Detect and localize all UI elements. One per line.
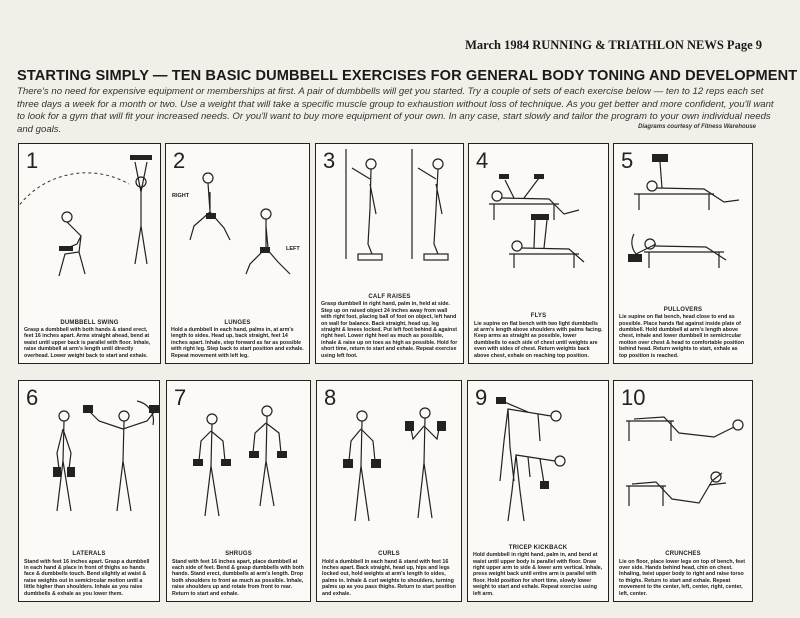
exercise-instructions: Grasp a dumbbell with both hands & stand erect, feet 16 inches apart. Arms straight ahead, bend at waist until upper back is parallel with floor. Inhale, raise dumbbell at arm's length until directly overhead. Lower weight back to start and exhale. [24,326,151,359]
exercise-panel-10 [613,380,753,602]
calf-raises-illustration [316,144,463,274]
exercise-number: 9 [475,385,488,410]
diagram-credit: Diagrams courtesy of Fitness Warehouse [638,124,756,130]
exercise-panel-6 [18,380,160,602]
exercise-number: 4 [476,148,489,173]
dumbbell-swing-illustration [19,144,160,304]
exercise-title: LUNGES [224,319,251,326]
curls-illustration [317,381,461,546]
exercise-number: 10 [621,385,646,410]
exercise-panel-7 [166,380,311,602]
exercise-instructions: Lie on floor, place lower legs on top of bench, feet over side. Hands behind head, chin on chest. Inhaling, twist upper body to right and raise torso to thighs. Return to start and exhale. Repeat movement to the center, left, center, right, center, left, center. [619,558,745,597]
exercise-instructions: Stand with feet 16 inches apart. Grasp a dumbbell in each hand & place in front of thighs so hands face & dumbbells touch. Bend slightly at waist & raise weights out in semicircular motion until a little higher than shoulders. Inhale as you raise dumbbells & exhale as you lower them. [24,558,150,597]
exercise-instructions: Lie supine on flat bench with two light dumbbells at arm's length above shoulders with palms facing. Keep arms as straight as possible, lower dumbbells to each side of chest until weights are even with sides of chest. Return weights back above chest, exhale on reaching top position. [474,320,603,359]
exercise-panel-2 [165,143,310,364]
exercise-title: DUMBBELL SWING [60,319,119,326]
exercise-instructions: Stand with feet 16 inches apart, place dumbbell at each side of feet. Bend & grasp dumbbells with both hands. Stand erect, dumbbells at arm's length. Drop both shoulders to front as much as possible. Inhale, raise shoulders up and rotate from front to rear. Return to start and exhale. [172,558,304,597]
headline: STARTING SIMPLY — TEN BASIC DUMBBELL EXERCISES FOR GENERAL BODY TONING AND DEVELOPMENT [17,68,798,84]
left-label: LEFT [286,246,300,252]
exercise-instructions: Grasp dumbbell in right hand, palm in, held at side. Step up on raised object 24 inches away from wall with right foot, placing ball of foot on object, left hand on wall for balance. Back straight, head up, leg straight & knees locked. Put left foot behind & against right heel. Lower right heel as much as possible, inhale & raise up on toes as high as possible. Hold for short time, return to start and exhale. Repeat exercise using left foot. [321,301,458,359]
lunges-illustration [166,144,309,284]
exercise-number: 1 [26,148,39,173]
pullovers-illustration [614,144,752,279]
shrugs-illustration [167,381,310,546]
exercise-instructions: Hold a dumbbell in each hand & stand with feet 16 inches apart. Back straight, head up, hips and legs locked out, hold weights at arm's length to sides, palms in. Inhale & curl weights to shoulders, turning palms up as you pass thighs. Return to start position and exhale. [322,558,456,597]
exercise-title: SHRUGS [225,551,252,558]
exercise-panel-3 [315,143,464,364]
flys-illustration [469,144,608,274]
exercise-panel-1 [18,143,161,364]
exercise-number: 7 [174,385,187,410]
intro-paragraph: There's no need for expensive equipment or memberships at first. A pair of dumbbells will get you started. Try a couple of sets of each exercise below — ten to 12 reps each set three days a week for a month or two. Use a weight that will take a specific muscle group to exhaustion without loss of technique. As you get better and more confident, you'll want to look for a gym that will fit your increased needs. Or you'll want to buy more equipment of your own. In any case, start slowly and tailor the program to your own individual needs and goals. [17,86,774,135]
exercise-title: FLYS [530,313,547,320]
exercise-instructions: Lie supine on flat bench, head close to end as possible. Place hands flat against inside plate of dumbbell. Hold dumbbell at arm's length above chest, inhale and lower dumbbell in semicircular motion over chest & head to comfortable position behind head. Return weights to start, exhale as top position is reached. [619,314,745,359]
right-label: RIGHT [172,193,190,199]
laterals-illustration [19,381,159,546]
exercise-title: TRICEP KICKBACK [508,544,568,551]
exercise-instructions: Hold dumbbell in right hand, palm in, and bend at waist until upper body is parallel with floor. Draw right upper arm to side & lower arm vertical. Inhale, press weight back until entire arm is parallel with floor. Hold position for short time, slowly lower weight to start and exhale. Repeat exercise using left arm. [473,552,603,597]
exercise-title: CRUNCHES [665,551,701,558]
exercise-title: CURLS [378,551,400,558]
tricep-kickback-illustration [468,381,608,546]
exercise-instructions: Hold a dumbbell in each hand, palms in, at arm's length to sides. Head up, back straight, feet 14 inches apart. Inhale, step forward as far as possible with right leg. Step back to start position and exhale. Repeat movement with left leg. [171,326,304,359]
exercise-title: LATERALS [72,551,106,558]
exercise-number: 2 [173,148,186,173]
exercise-panel-8 [316,380,462,602]
exercise-number: 3 [323,148,336,173]
exercise-panel-9 [467,380,609,602]
exercise-number: 6 [26,385,39,410]
exercise-panel-5 [613,143,753,364]
page-header: March 1984 RUNNING & TRIATHLON NEWS Page 9 [465,38,762,52]
exercise-title: CALF RAISES [368,293,411,300]
exercise-number: 8 [324,385,337,410]
exercise-number: 5 [621,148,634,173]
exercise-title: PULLOVERS [663,306,703,313]
exercise-panel-4 [468,143,609,364]
crunches-illustration [614,381,752,546]
